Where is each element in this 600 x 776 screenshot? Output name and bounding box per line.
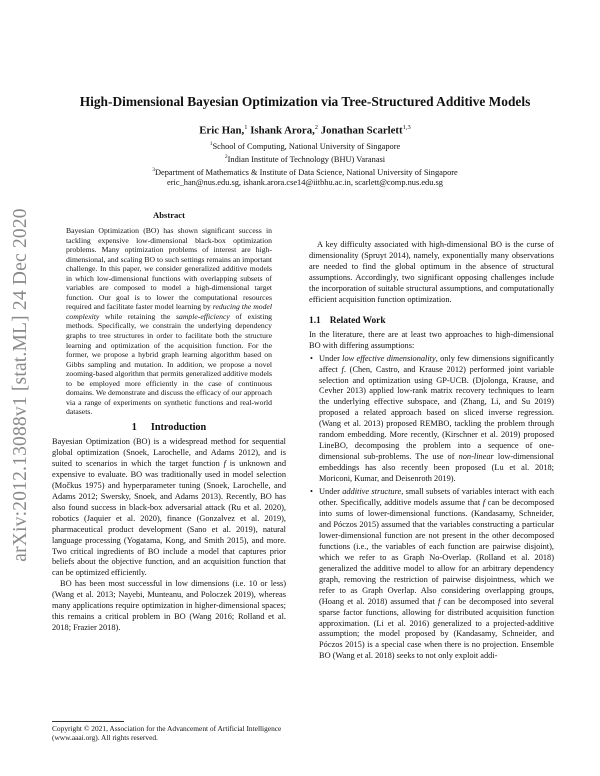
affiliation: $^2$Indian Institute of Technology (BHU) Varanasi xyxy=(224,154,386,164)
author-emails: eric_han@nus.edu.sg, ishank.arora.cse14@iitbhu.ac.in, scarlett@comp.nus.edu.sg xyxy=(167,178,443,187)
affiliation: $^1$School of Computing, National University of Singapore xyxy=(209,141,401,151)
abstract-text: Bayesian Optimization (BO) has shown significant success in tackling expensive low-dimensional black-box optimization problems. Many optimization problems of interest are high-dimensional, and scaling BO to such settings remains an important challenge. In this paper, we consider generalized additive models in which low-dimensional functions with overlapping subsets of variables are composed to model a high-dimensional target function. Our goal is to lower the computational resources required and facilitate faster model learning by reducing the model complexity while retaining the sample-efficiency of existing methods. Specifically, we constrain the underlying dependency graphs to tree structures in order to facilitate both the structure learning and optimization of the acquisition function. For the former, we propose a hybrid graph learning algorithm based on Gibbs sampling and mutation. In addition, we propose a novel zooming-based algorithm that permits generalized additive models to be employed more efficiently in the case of continuous domains. We demonstrate and discuss the efficacy of our approach via a range of experiments on synthetic functions and real-world datasets. xyxy=(66,226,273,417)
paragraph: BO has been most successful in low dimensions (i.e. 10 or less) (Wang et al. 2013; Nayebi, Munteanu, and Poloczek 2019), whereas many applications require optimization in higher-dimensional spaces; this remains a critical problem in BO (Wang 2016; Rolland et al. 2018; Frazier 2018). xyxy=(52,579,286,633)
arxiv-stamp xyxy=(6,200,36,570)
introduction-body xyxy=(52,437,286,634)
paper-title: High-Dimensional Bayesian Optimization via Tree-Structured Additive Models xyxy=(79,94,531,109)
arxiv-stamp-text: arXiv:2012.13088v1 [stat.ML] 24 Dec 2020 xyxy=(10,208,31,562)
author-name: Ishank Arora, xyxy=(250,124,315,137)
abstract-section xyxy=(52,210,286,417)
author-name: Jonathan Scarlett xyxy=(320,124,403,137)
list-item: • Under additive structure, small subsets of variables interact with each other. Specifically, additive models assume that f can be decomposed into sums of lower-dimensional functions. (Kandasamy, Schneider, and Póczos 2015) assumed that the variables constructing a particular lower-dimensional function are not present in the other decomposed functions (i.e., the variables of each function are pairwise disjoint), which we refer to as Graph No-Overlap. (Rolland et al. 2018) generalized the additive model to allow for an arbitrary dependency graph, removing the restriction of pairwise disjointness, which we refer to as Graph Overlap. Also considering overlapping groups, (Hoang et al. 2018) assumed that f can be decomposed into several sparse factor functions, allowing for distributed acquisition function approximation. (Li et al. 2016) generalized to a projected-additive assumption; the model proposed by (Kandasamy, Schneider, and Póczos 2015) is a special case when there is no projection. Ensemble BO (Wang et al. 2018) seeks to not only exploit addi- xyxy=(309,487,554,662)
subsection-heading-related-work: 1.1 Related Work xyxy=(309,315,386,326)
right-column xyxy=(309,240,554,662)
author-mark: 2 xyxy=(314,124,319,131)
section-heading-introduction: 1 Introduction xyxy=(131,422,207,433)
paragraph: Bayesian Optimization (BO) is a widespread method for sequential global optimization (Snoek, Larochelle, and Adams 2012), and is suited to scenarios in which the target function f is unknown and expensive to evaluate. BO was traditionally used in model selection (Močkus 1975) and hyperparameter tuning (Snoek, Larochelle, and Adams 2012; Swersky, Snoek, and Adams 2013). Recently, BO has also found success in black-box adversarial attack (Ru et al. 2020), robotics (Jaquier et al. 2020), finance (Gonzalvez et al. 2019), pharmaceutical product development (Sano et al. 2019), natural language processing (Yogatama, Kong, and Smith 2015), and more. Two critical ingredients of BO include a model that captures prior beliefs about the objective function, and an acquisition function that can be optimized efficiently. xyxy=(52,437,287,578)
affiliations xyxy=(40,139,570,188)
author-mark: 1 xyxy=(244,124,248,131)
affiliation: $^3$Department of Mathematics & Institute of Data Science, National University of Singapore xyxy=(152,167,458,177)
footnote-divider xyxy=(52,721,124,722)
author-mark: 1,3 xyxy=(402,124,411,131)
paragraph: A key difficulty associated with high-dimensional BO is the curse of dimensionality (Spruyt 2014), namely, exponentially many observations are needed to find the global optimum in the absence of structural assumptions. Accordingly, two significant opposing challenges include the incorporation of suitable structural assumptions, and computationally efficient acquisition function optimization. xyxy=(309,240,554,304)
paragraph: In the literature, there are at least two approaches to high-dimensional BO with differing assumptions: xyxy=(309,329,554,350)
list-item: • Under low effective dimensionality, only few dimensions significantly affect f. (Chen, Castro, and Krause 2012) performed joint variable selection and optimization using GP-UCB. (Djolonga, Krause, and Cevher 2013) applied low-rank matrix recovery techniques to learn the underlying effective subspace, and (Zhang, Li, and Su 2019) proposed a related approach based on sliced inverse regression. (Wang et al. 2013) proposed REMBO, tackling the problem through random embedding. More recently, (Kirschner et al. 2019) proposed LineBO, decomposing the problem into a sequence of one-dimensional sub-problems. The use of non-linear low-dimensional embeddings has also recently been proposed (Lu et al. 2018; Moriconi, Kumar, and Deisenroth 2019). xyxy=(309,354,554,485)
author-list xyxy=(40,124,570,137)
abstract-heading: Abstract xyxy=(153,210,185,220)
author-name: Eric Han, xyxy=(199,124,245,137)
approach-list xyxy=(309,354,554,663)
copyright-footnote: Copyright © 2021, Association for the Advancement of Artificial Intelligence (www.aaai.org). All rights reserved. xyxy=(52,724,282,743)
